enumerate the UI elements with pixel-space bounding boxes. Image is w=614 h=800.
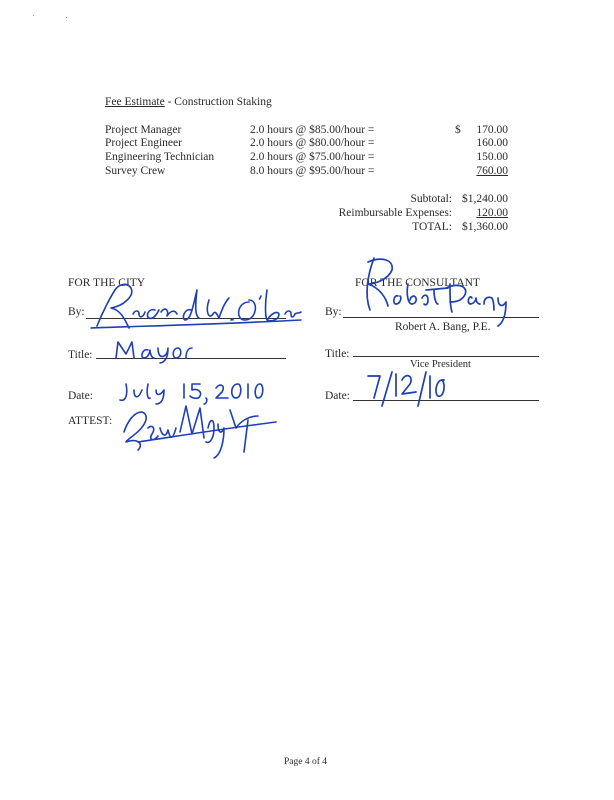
city-attest-label: ATTEST: [68, 415, 113, 427]
page-number: Page 4 of 4 [284, 757, 328, 767]
reimbursable-label: Reimbursable Expenses: [338, 207, 452, 219]
consultant-by-label: By: [325, 306, 342, 318]
consultant-title-line [353, 356, 539, 357]
fee-amount: 760.00 [476, 165, 508, 177]
total-label: TOTAL: [412, 221, 452, 233]
total-value: $1,360.00 [462, 221, 508, 233]
fee-rate: 8.0 hours @ $95.00/hour = [250, 165, 375, 177]
consultant-title-label: Title: [325, 348, 350, 360]
consultant-header: FOR THE CONSULTANT [355, 277, 480, 289]
consultant-date-label: Date: [325, 390, 350, 402]
heading-title: Fee Estimate [105, 96, 165, 108]
fee-amount: 170.00 [476, 124, 508, 136]
fee-role: Project Manager [105, 124, 182, 136]
subtotal-label: Subtotal: [410, 193, 452, 205]
consultant-title-value: Vice President [410, 359, 471, 370]
scan-speck [33, 15, 34, 16]
consultant-name: Robert A. Bang, P.E. [395, 321, 491, 333]
city-date-label: Date: [68, 390, 93, 402]
fee-estimate-heading [105, 96, 272, 109]
attest-signature-image [118, 398, 278, 460]
heading-subtitle: - Construction Staking [164, 96, 272, 108]
city-by-label: By: [68, 306, 85, 318]
city-signature-image [85, 276, 305, 334]
fee-role: Survey Crew [105, 165, 166, 177]
fee-rate: 2.0 hours @ $80.00/hour = [250, 137, 375, 149]
fee-amount: 150.00 [476, 151, 508, 163]
fee-role: Project Engineer [105, 137, 182, 149]
scan-speck [66, 17, 67, 18]
subtotal-value: $1,240.00 [462, 193, 508, 205]
fee-amount: 160.00 [476, 137, 508, 149]
city-header: FOR THE CITY [68, 277, 146, 289]
city-title-handwritten [112, 336, 196, 364]
city-title-label: Title: [68, 349, 93, 361]
fee-rate: 2.0 hours @ $85.00/hour = [250, 124, 375, 136]
fee-dollar-sign: $ [455, 124, 461, 136]
fee-rate: 2.0 hours @ $75.00/hour = [250, 151, 375, 163]
reimbursable-value: 120.00 [476, 207, 508, 219]
fee-role: Engineering Technician [105, 151, 215, 163]
consultant-date-handwritten [364, 370, 448, 408]
